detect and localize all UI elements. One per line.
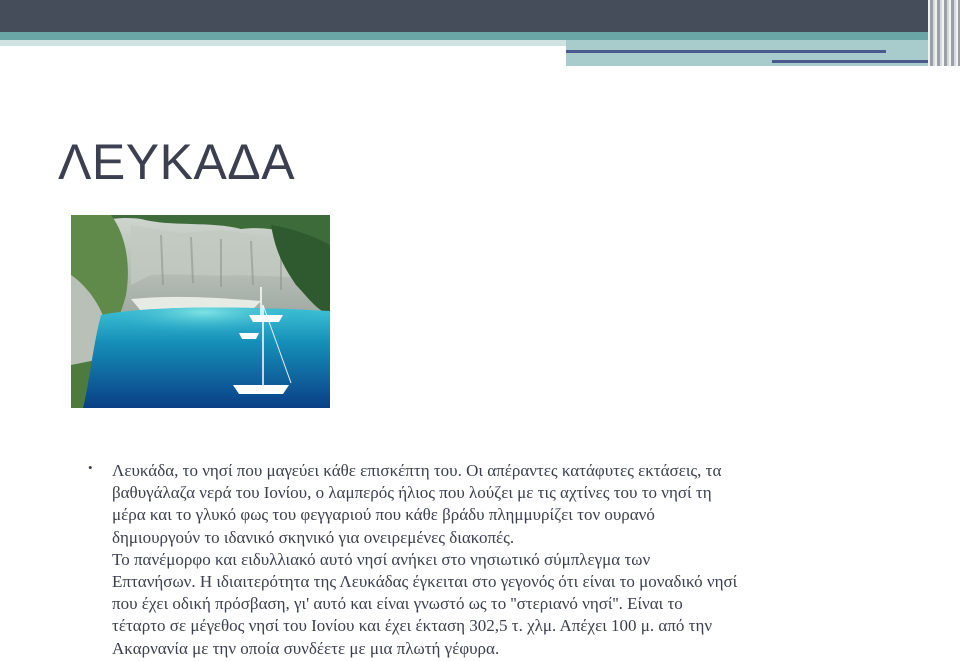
body-line: που έχει οδική πρόσβαση, γι' αυτό και είναι γνωστό ως το ''στεριανό νησί''. Είναι το xyxy=(112,594,683,614)
body-line: βαθυγάλαζα νερά του Ιονίου, ο λαμπερός ήλιος που λούζει με τις αχτίνες του το νησί τη xyxy=(112,483,712,503)
slide-title: ΛΕΥΚΑΔΑ xyxy=(58,134,296,190)
list-bullet: • xyxy=(88,460,93,475)
header-band-teal xyxy=(0,32,960,40)
header-accent-line-1 xyxy=(566,50,886,53)
body-line: Λευκάδα, το νησί που μαγεύει κάθε επισκέπτη του. Οι απέραντες κατάφυτες εκτάσεις, τα xyxy=(112,461,722,480)
body-line: Το πανέμορφο και ειδυλλιακό αυτό νησί ανήκει στο νησιωτικό σύμπλεγμα των xyxy=(112,549,651,569)
body-paragraph xyxy=(112,460,912,660)
body-line: τέταρτο σε μέγεθος νησί του Ιονίου και έχει έκταση 302,5 τ. χλμ. Απέχει 100 μ. από την xyxy=(112,616,713,636)
body-line: μέρα και το γλυκό φως του φεγγαριού που κάθε βράδυ πλημμυρίζει τον ουρανό xyxy=(112,505,655,525)
header-band-dark xyxy=(0,0,960,32)
body-line: Επτανήσων. Η ιδιαιτερότητα της Λευκάδας έγκειται στο γεγονός ότι είναι το μοναδικό νησί xyxy=(112,572,738,592)
header-band-light xyxy=(0,40,566,46)
header-stripes xyxy=(928,0,960,66)
bay-photo xyxy=(71,215,330,408)
header-accent-line-2 xyxy=(772,60,942,63)
body-line: Ακαρνανία με την οποία συνδέετε με μια πλωτή γέφυρα. xyxy=(112,638,500,658)
body-line: δημιουργούν το ιδανικό σκηνικό για ονειρεμένες διακοπές. xyxy=(112,527,515,547)
